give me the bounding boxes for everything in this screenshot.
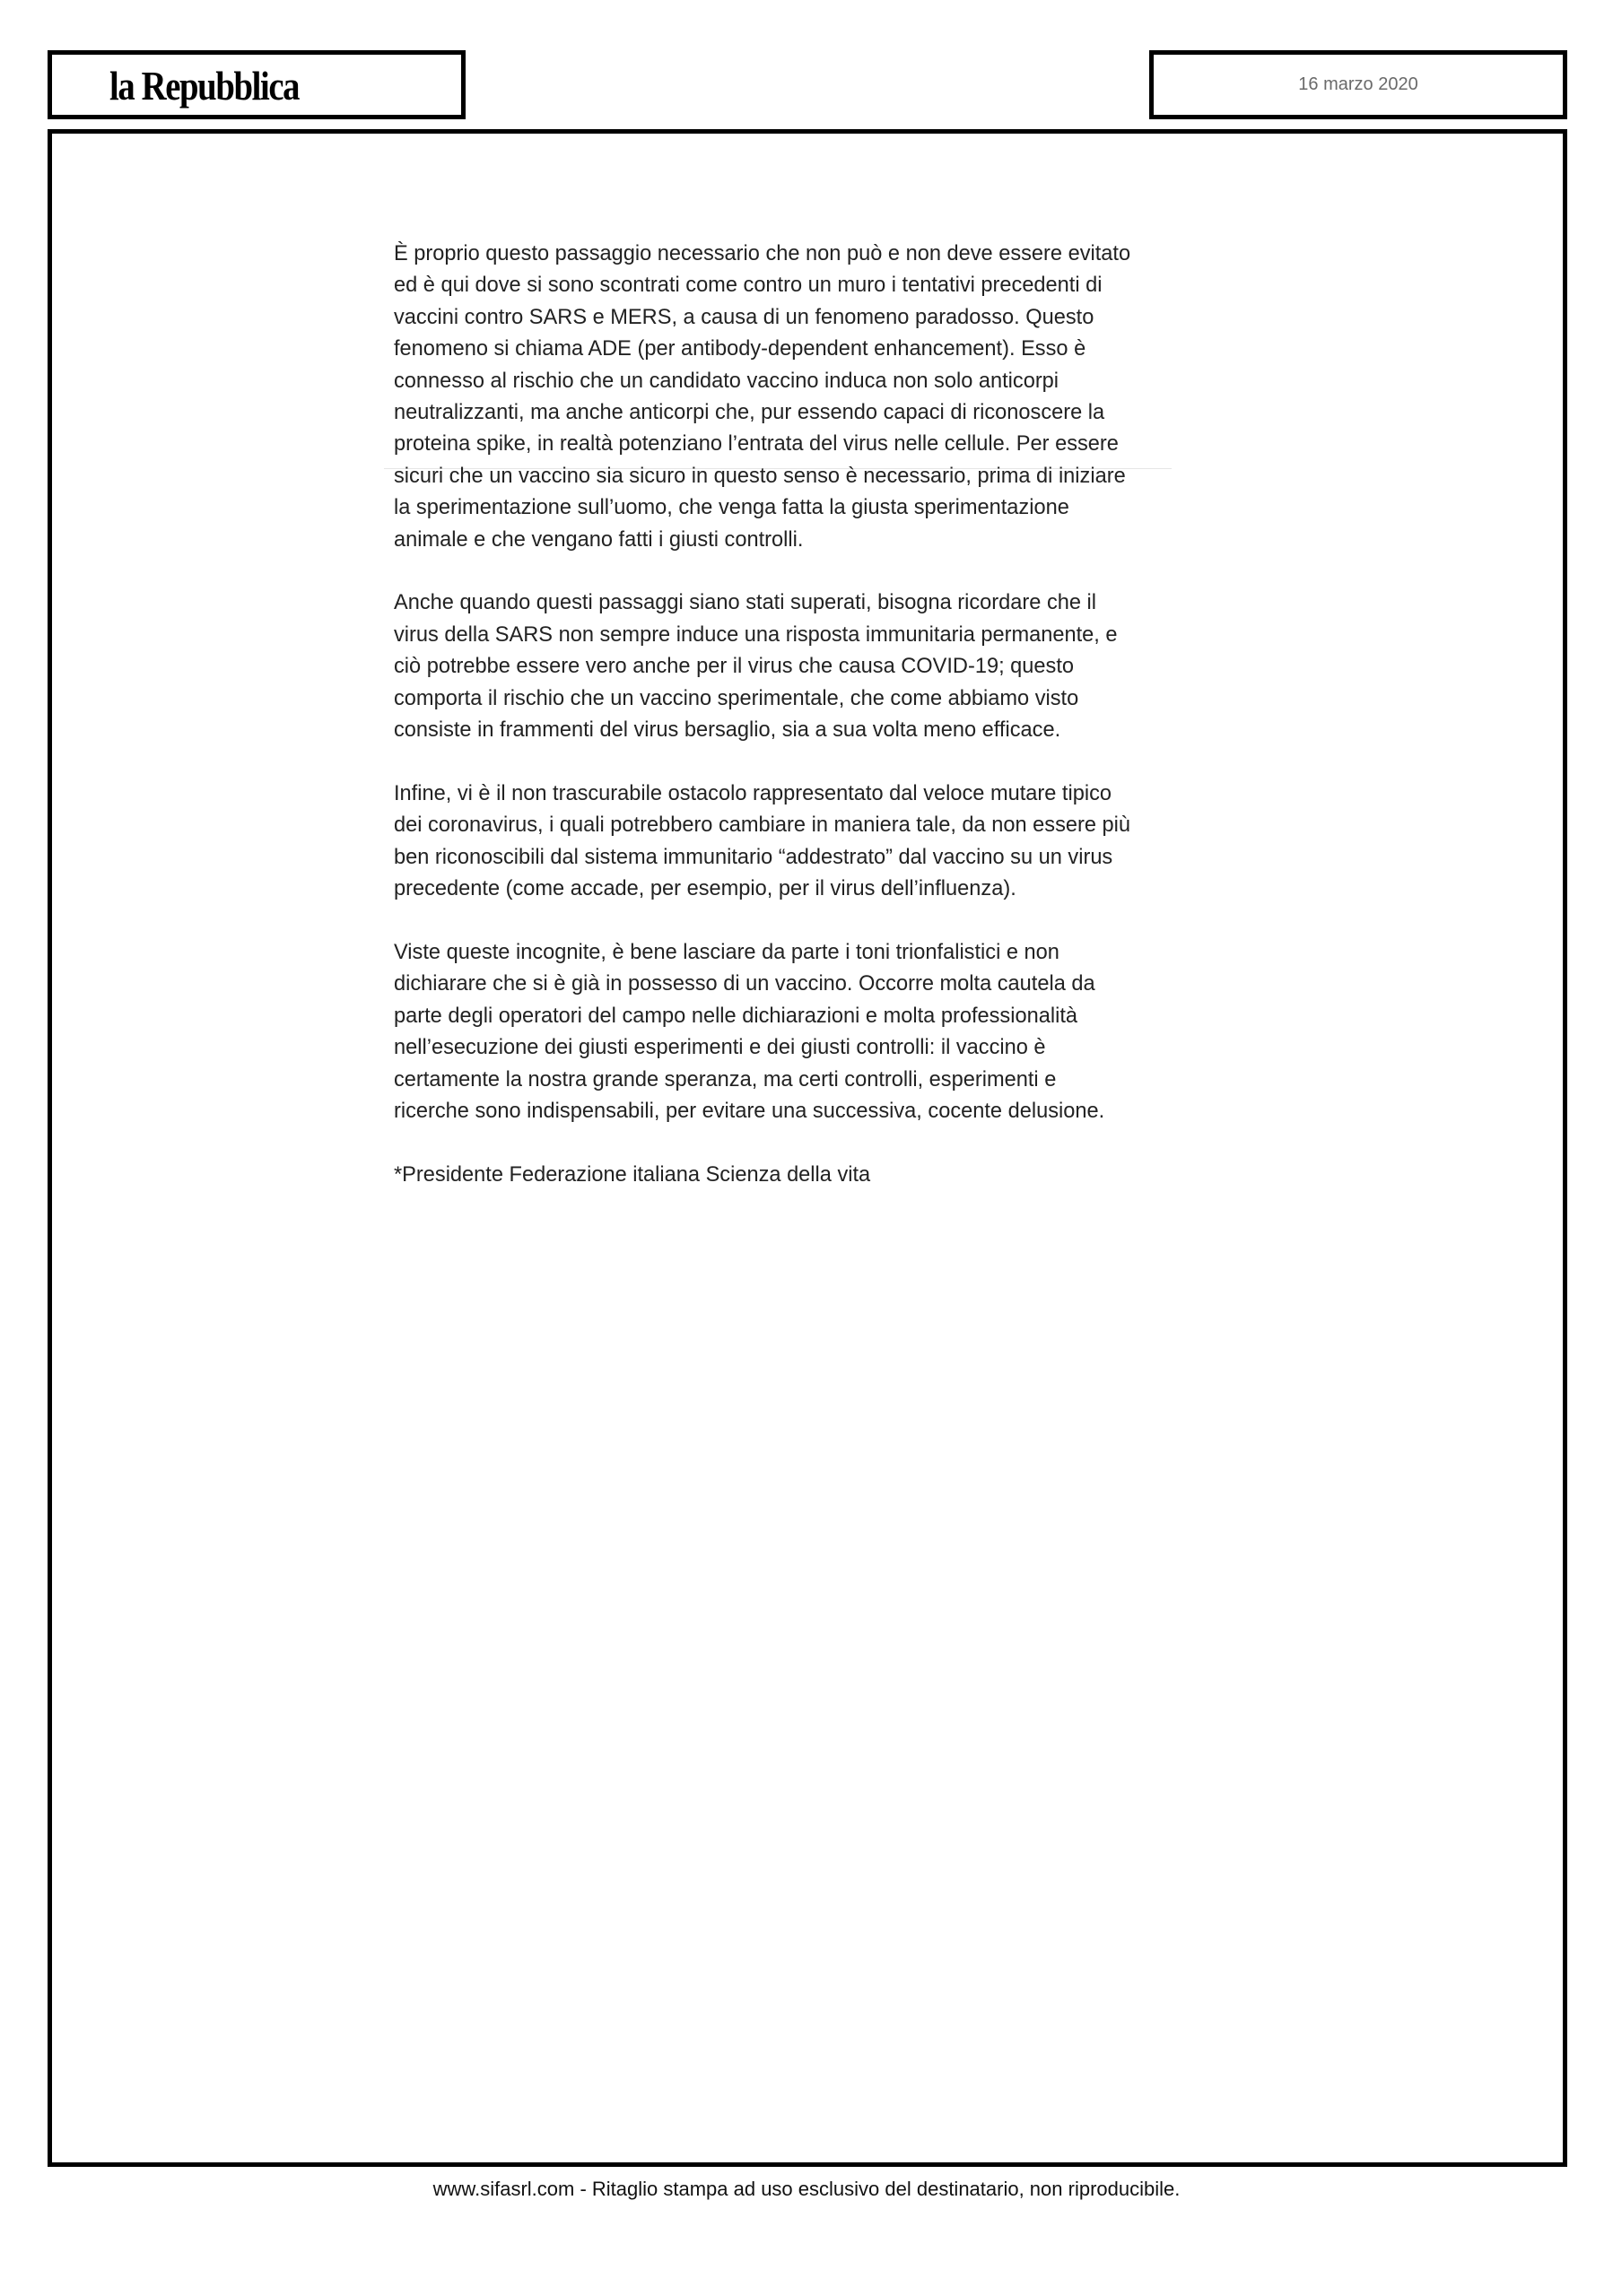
article-body [394, 239, 1219, 1223]
article-paragraph-2: Anche quando questi passaggi siano stati superati, bisogna ricordare che il virus della SARS non sempre induce una risposta immunitaria permanente, e ciò potrebbe essere vero anche per il virus che causa COVID-19; questo comporta il rischio che un vaccino sperimentale, che come abbiamo visto consiste in frammenti del virus bersaglio, sia a sua volta meno efficace. [394, 591, 1118, 743]
date-box [1149, 50, 1567, 119]
article-paragraph-1: È proprio questo passaggio necessario che non può e non deve essere evitato ed è qui dove si sono scontrati come contro un muro i tentativi precedenti di vaccini contro SARS e MERS, a causa di un fenomeno paradosso. Questo fenomeno si chiama ADE (per antibody-dependent enhancement). Esso è connesso al rischio che un candidato vaccino induca non solo anticorpi neutralizzanti, ma anche anticorpi che, pur essendo capaci di riconoscere la proteina spike, in realtà potenziano l’entrata del virus nelle cellule. Per essere sicuri che un vaccino sia sicuro in questo senso è necessario, prima di iniziare la sperimentazione sull’uomo, che venga fatta la giusta sperimentazione animale e che vengano fatti i giusti controlli. [394, 242, 1131, 552]
clipping-frame [48, 129, 1567, 2167]
article-paragraph-4: Viste queste incognite, è bene lasciare da parte i toni trionfalistici e non dichiarare che si è già in possesso di un vaccino. Occorre molta cautela da parte degli operatori del campo nelle dichiarazioni e molta professionalità nell’esecuzione dei giusti esperimenti e dei giusti controlli: il vaccino è certamente la nostra grande speranza, ma certi controlli, esperimenti e ricerche sono indispensabili, per evitare una successiva, cocente delusione. [394, 940, 1105, 1123]
publication-date: 16 marzo 2020 [1298, 74, 1418, 94]
publication-logo-box [48, 50, 466, 119]
publication-logo: la Repubblica [109, 64, 300, 109]
footer-disclaimer: www.sifasrl.com - Ritaglio stampa ad uso esclusivo del destinatario, non riproducibile. [432, 2178, 1181, 2200]
author-signature: *Presidente Federazione italiana Scienza della vita [394, 1162, 871, 1187]
article-paragraph-3: Infine, vi è il non trascurabile ostacolo rappresentato dal veloce mutare tipico dei coronavirus, i quali potrebbero cambiare in maniera tale, da non essere più ben riconoscibili dal sistema immunitario “addestrato” dal vaccino su un virus precedente (come accade, per esempio, per il virus dell’influenza). [394, 781, 1131, 901]
